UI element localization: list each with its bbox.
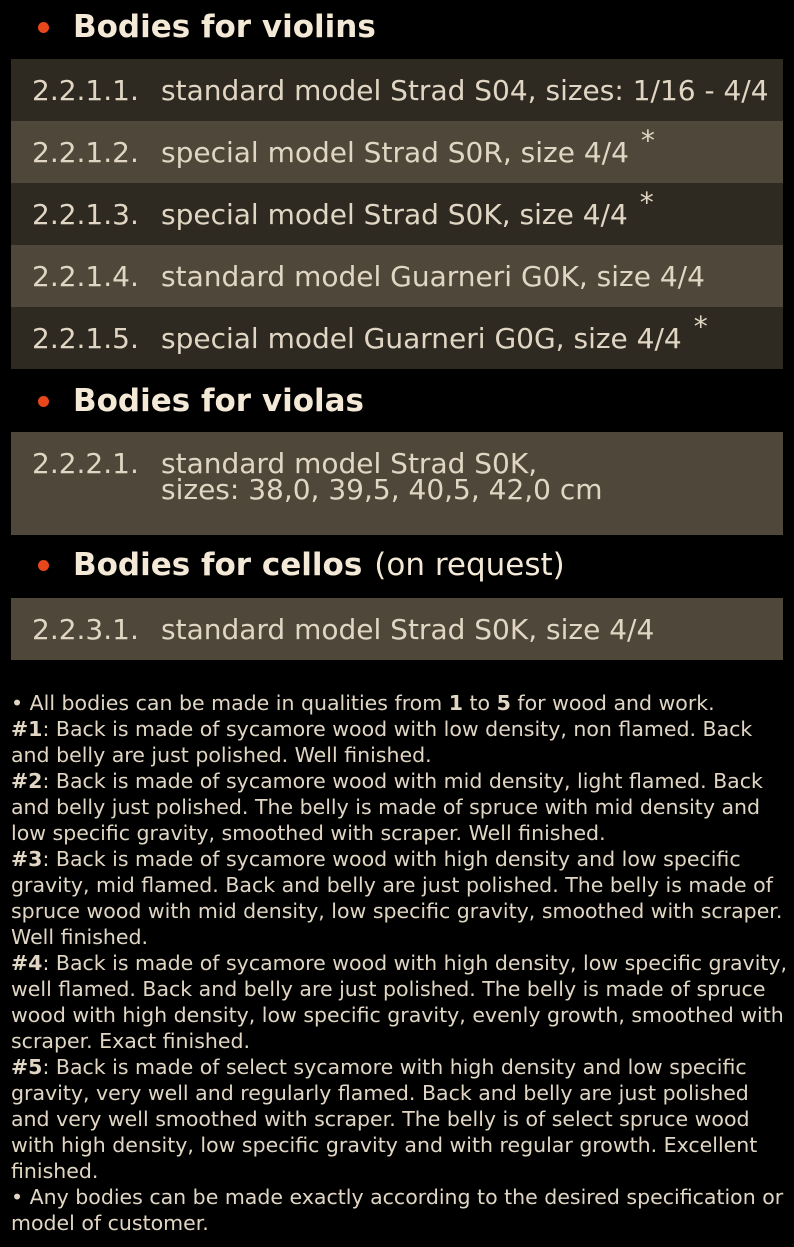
item-number: 2.2.2.1. [32,446,139,480]
item-text: standard model Strad S0K, size 4/4 [161,612,655,646]
notes-intro [11,690,791,716]
section-title: Bodies for cellos [73,547,363,583]
bullet-icon [38,22,49,33]
quality-min: 1 [448,691,463,715]
item-number: 2.2.1.1. [32,73,139,107]
quality-text: : Back is made of sycamore wood with low density, non flamed. Back and belly are just polished. Well finished. [11,717,753,767]
quality-text: : Back is made of sycamore wood with mid density, light flamed. Back and belly just polished. The belly is made of spruce with mid density and low specific gravity, smoothed with scraper. Well finished. [11,769,763,845]
quality-max: 5 [496,691,511,715]
quality-note-4 [11,950,791,1054]
quality-text: : Back is made of select sycamore with high density and low specific gravity, very well and regularly flamed. Back and belly are just polished and very well smoothed with scraper. The belly is of select spruce wood with high density, low specific gravity and with regular growth. Excellent finished. [11,1055,758,1183]
list-item [11,245,783,307]
list-item [11,59,783,121]
notes-intro-text: • All bodies can be made in qualities from [11,691,449,715]
list-item [11,432,783,535]
quality-note-1 [11,716,791,768]
quality-label: #3 [11,847,43,871]
notes-intro-text: to [462,691,497,715]
asterisk-mark: * [639,185,654,219]
quality-label: #4 [11,951,43,975]
bullet-icon [38,560,49,571]
quality-note-5 [11,1054,791,1184]
quality-note-3 [11,846,791,950]
item-number: 2.2.1.4. [32,259,139,293]
quality-note-2 [11,768,791,846]
item-text: special model Strad S0R, size 4/4 [161,135,629,169]
item-text: standard model Guarneri G0K, size 4/4 [161,259,705,293]
quality-text: : Back is made of sycamore wood with high density and low specific gravity, mid flamed. Back and belly are just polished. The belly is made of spruce wood with mid density, low specific gravity, smoothed with scraper. Well finished. [11,847,783,949]
item-text: special model Strad S0K, size 4/4 [161,197,628,231]
quality-label: #1 [11,717,43,741]
item-text: standard model Strad S0K, [161,446,538,480]
list-item [11,307,783,369]
section-title: Bodies for violins [73,9,376,45]
list-item [11,121,783,183]
quality-notes [11,690,791,1236]
item-number: 2.2.1.5. [32,321,139,355]
quality-label: #2 [11,769,43,793]
section-note: (on request) [374,547,565,583]
item-text: standard model Strad S04, sizes: 1/16 - 4/4 [161,73,769,107]
notes-outro: • Any bodies can be made exactly according to the desired specification or model of customer. [11,1185,784,1235]
section-title: Bodies for violas [73,383,365,419]
quality-text: : Back is made of sycamore wood with high density, low specific gravity, well flamed. Back and belly are just polished. The belly is made of spruce wood with high density, low specific gravity, evenly growth, smoothed with scraper. Exact finished. [11,951,788,1053]
section-heading-violas [38,376,364,426]
item-number: 2.2.3.1. [32,612,139,646]
item-text-line2: sizes: 38,0, 39,5, 40,5, 42,0 cm [161,473,603,506]
item-number: 2.2.1.2. [32,135,139,169]
asterisk-mark: * [693,309,708,343]
item-text: special model Guarneri G0G, size 4/4 [161,321,682,355]
item-number: 2.2.1.3. [32,197,139,231]
asterisk-mark: * [640,123,655,157]
section-heading-cellos [38,540,565,590]
notes-intro-text: for wood and work. [510,691,715,715]
bullet-icon [38,396,49,407]
list-item [11,598,783,660]
section-heading-violins [38,2,376,52]
list-item [11,183,783,245]
quality-label: #5 [11,1055,43,1079]
